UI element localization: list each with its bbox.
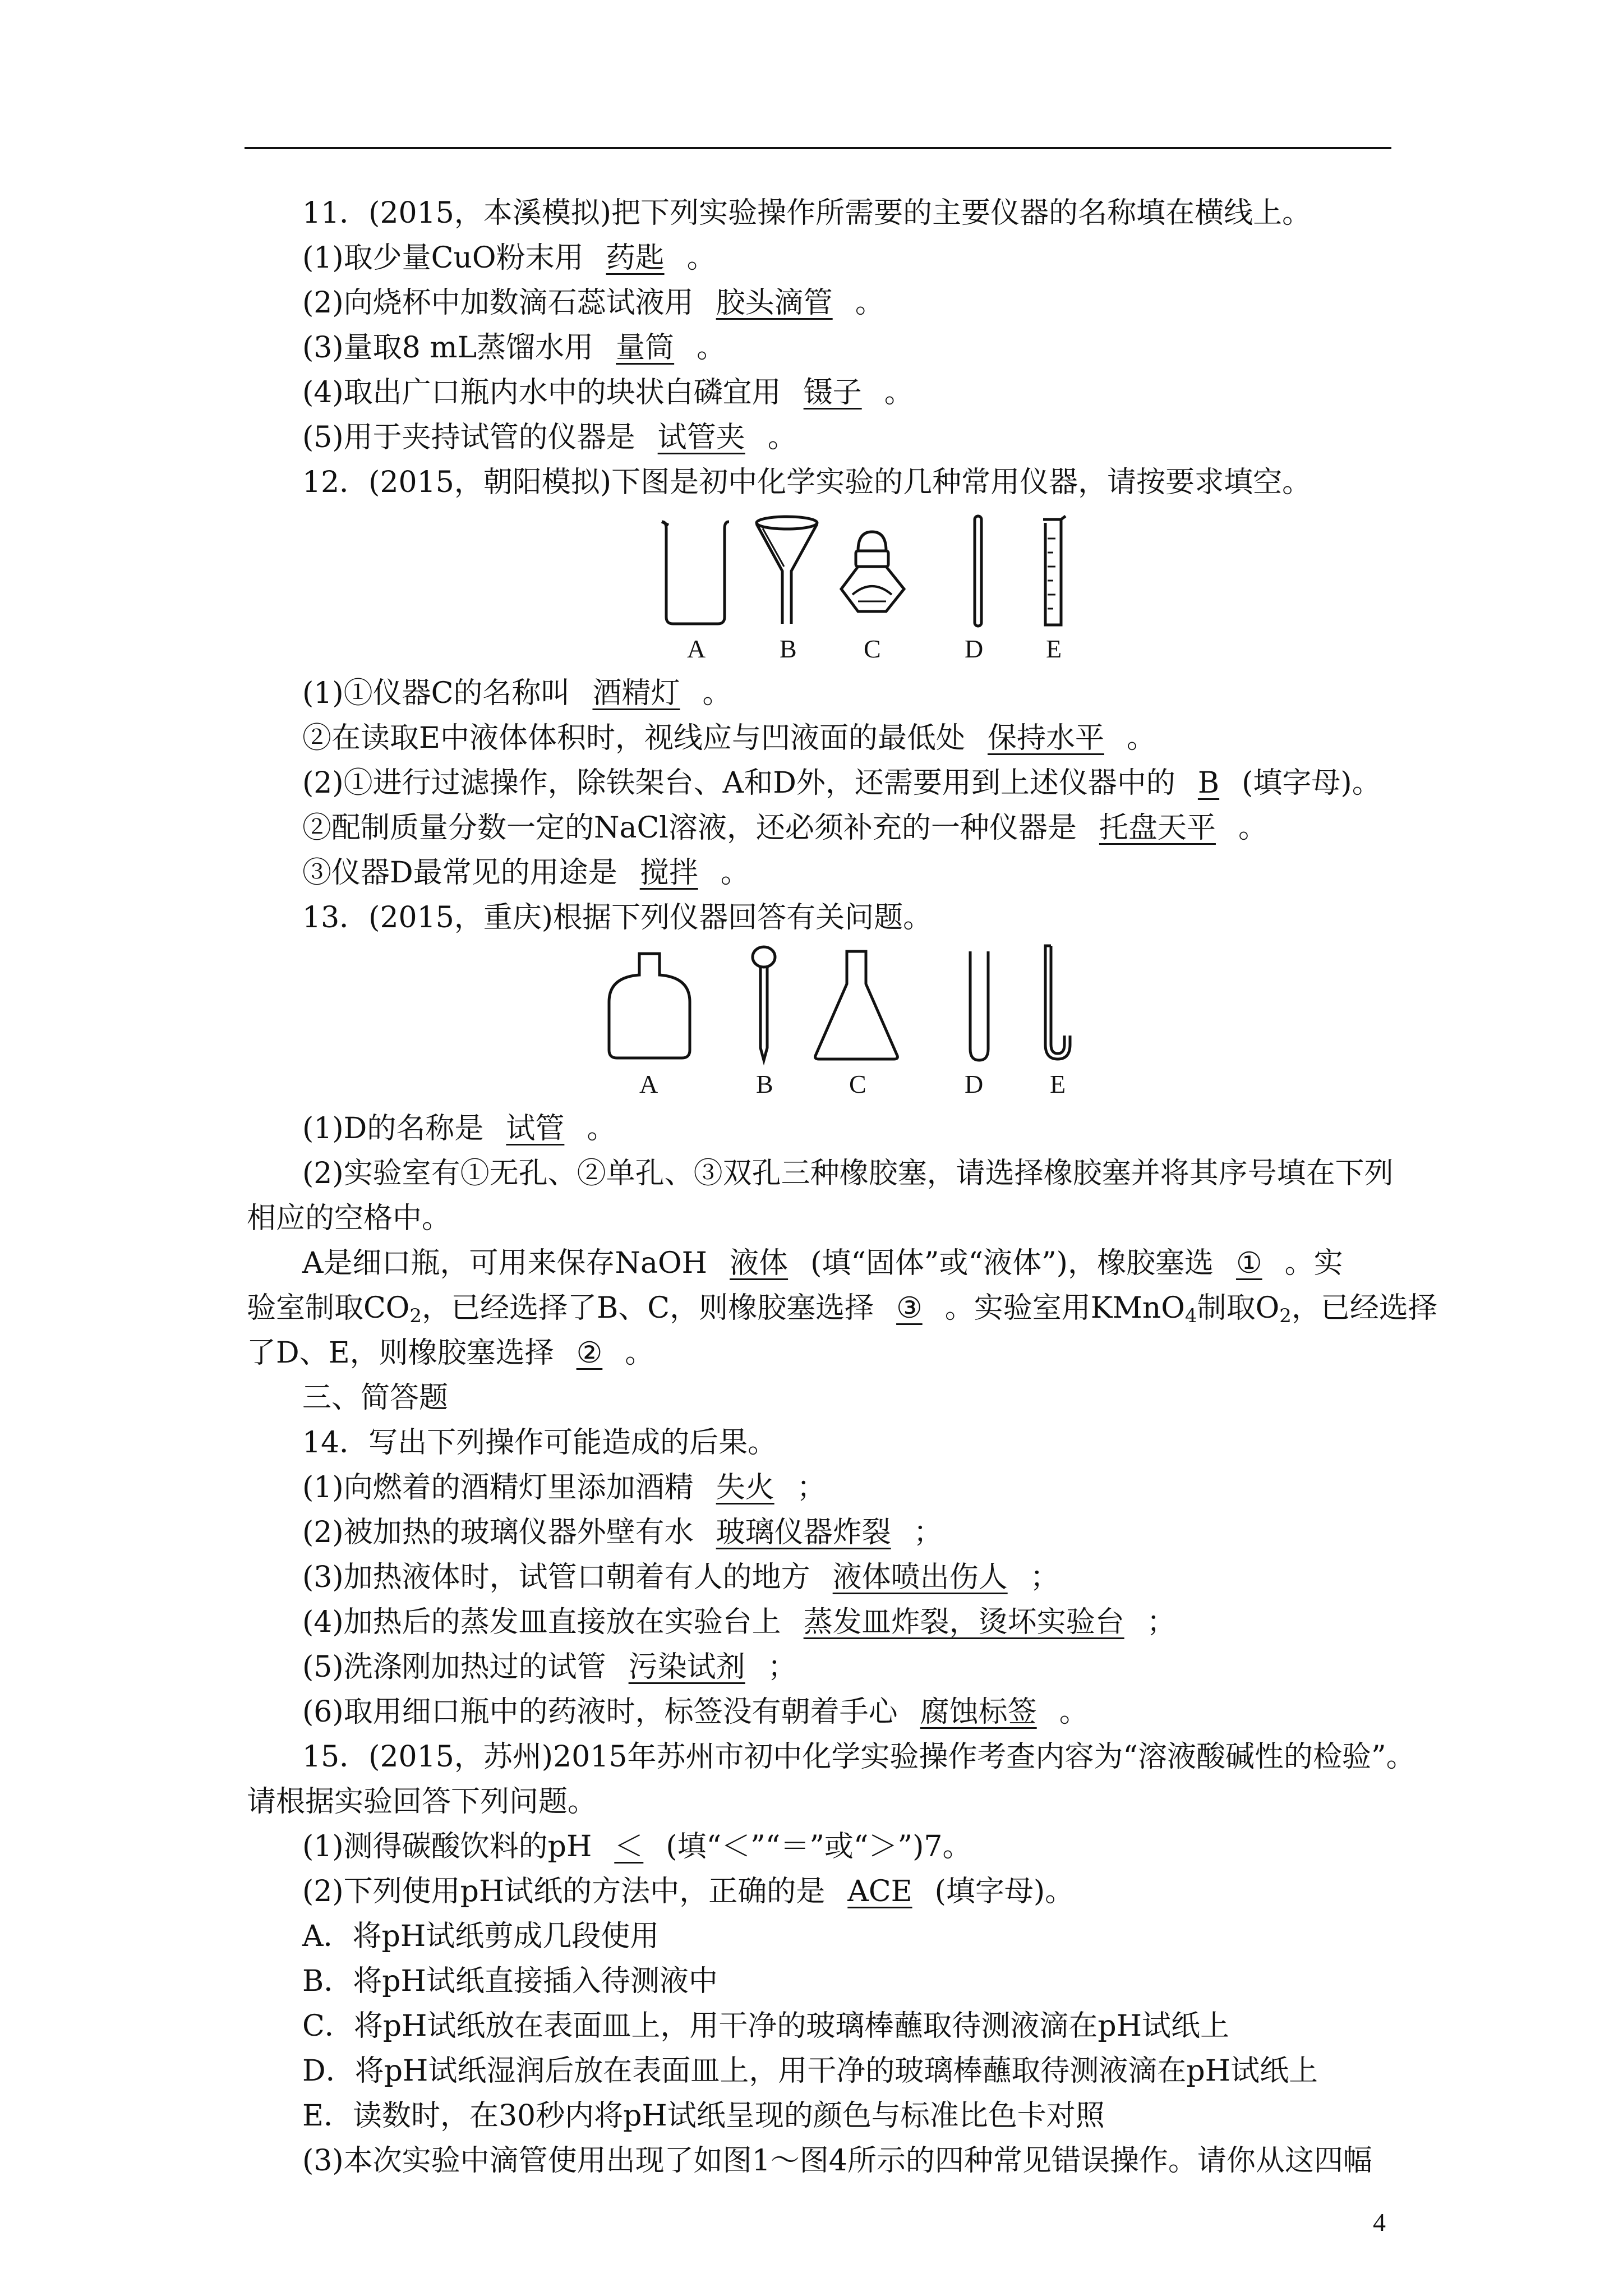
page-number: 4 xyxy=(1373,2208,1386,2237)
figure-label: C xyxy=(849,1070,866,1098)
answer-blank: 胶头滴管 xyxy=(716,286,833,320)
answer-blank: ACE xyxy=(847,1875,912,1908)
answer-blank: 药匙 xyxy=(606,241,665,275)
q11-item-4: (4)取出广口瓶内水中的块状白磷宜用 镊子 。 xyxy=(302,376,914,409)
q13-apparatus-figure xyxy=(247,940,1402,1069)
answer-blank: 托盘天平 xyxy=(1099,811,1216,845)
answer-blank: 酒精灯 xyxy=(592,677,680,710)
q13-para-1: A是细口瓶，可用来保存NaOH 液体 (填“固体”或“液体”)，橡胶塞选 ① 。实 xyxy=(302,1246,1343,1280)
q12-figure xyxy=(247,505,1402,634)
figure-label: D xyxy=(965,1070,984,1098)
q12-item-4: ②配制质量分数一定的NaCl溶液，还必须补充的一种仪器是 托盘天平 。 xyxy=(302,811,1267,845)
answer-blank: ＜ xyxy=(614,1830,644,1864)
q13-item-1: (1)D的名称是 试管 。 xyxy=(302,1112,616,1145)
q15-option-a: A．将pH试纸剪成几段使用 xyxy=(302,1920,660,1953)
answer-blank: B xyxy=(1197,766,1220,800)
q11-item-3: (3)量取8 mL蒸馏水用 量筒 。 xyxy=(302,331,726,365)
funnel-icon xyxy=(757,517,817,624)
q12-item-2: ②在读取E中液体体积时，视线应与凹液面的最低处 保持水平 。 xyxy=(302,721,1156,755)
q13-para-2: 验室制取$CO_2$，已经选择了B、C，则橡胶塞选择 ③ 。实验室用KMnO$_4$制取$O_2$，已经选择 xyxy=(247,1291,1437,1327)
q15-stem: 15．(2015，苏州)2015年苏州市初中化学实验操作考查内容为“溶液酸碱性的检验”。 xyxy=(302,1740,1415,1774)
reagent-bottle-icon xyxy=(609,954,690,1058)
q11-stem: 11．(2015，本溪模拟)把下列实验操作所需要的主要仪器的名称填在横线上。 xyxy=(302,196,1312,230)
answer-blank: 搅拌 xyxy=(639,856,698,890)
test-tube-icon xyxy=(970,951,988,1060)
q15-stem-cont: 请根据实验回答下列问题。 xyxy=(247,1785,597,1819)
answer-blank: 量筒 xyxy=(616,331,675,365)
answer-blank: 保持水平 xyxy=(987,721,1104,755)
thistle-funnel-icon xyxy=(753,947,775,1060)
q15-option-c: C．将pH试纸放在表面皿上，用干净的玻璃棒蘸取待测液滴在pH试纸上 xyxy=(302,2009,1230,2043)
figure-label: E xyxy=(1046,634,1062,663)
q11-item-5: (5)用于夹持试管的仪器是 试管夹 。 xyxy=(302,421,797,454)
bent-glass-tube-icon xyxy=(1045,946,1070,1059)
q15-item-3: (3)本次实验中滴管使用出现了如图1～图4所示的四种常见错误操作。请你从这四幅 xyxy=(302,2144,1372,2178)
q12-apparatus-figure xyxy=(247,505,1402,634)
q13-item-2-cont: 相应的空格中。 xyxy=(247,1202,451,1235)
q13-item-2: (2)实验室有①无孔、②单孔、③双孔三种橡胶塞，请选择橡胶塞并将其序号填在下列 xyxy=(302,1157,1394,1190)
answer-blank: 试管 xyxy=(506,1112,565,1145)
graduated-cylinder-icon xyxy=(1043,516,1066,625)
q14-item-6: (6)取用细口瓶中的药液时，标签没有朝着手心 腐蚀标签 。 xyxy=(302,1695,1089,1729)
answer-blank: ① xyxy=(1235,1246,1262,1280)
figure-label: E xyxy=(1050,1070,1066,1098)
q13-para-3: 了D、E，则橡胶塞选择 ② 。 xyxy=(247,1336,654,1370)
conical-flask-icon xyxy=(815,951,898,1059)
q14-item-5: (5)洗涤刚加热过的试管 污染试剂 ； xyxy=(302,1650,797,1684)
q14-item-2: (2)被加热的玻璃仪器外壁有水 玻璃仪器炸裂 ； xyxy=(302,1516,943,1549)
q14-item-4: (4)加热后的蒸发皿直接放在实验台上 蒸发皿炸裂，烫坏实验台 ； xyxy=(302,1605,1176,1639)
glass-rod-icon xyxy=(975,516,981,626)
figure-label: A xyxy=(687,634,706,663)
answer-blank: ② xyxy=(576,1336,603,1370)
q12-stem: 12．(2015，朝阳模拟)下图是初中化学实验的几种常用仪器，请按要求填空。 xyxy=(302,466,1312,499)
q12-item-1: (1)①仪器C的名称叫 酒精灯 。 xyxy=(302,677,732,710)
answer-blank: 液体 xyxy=(730,1246,789,1280)
answer-blank: ③ xyxy=(896,1291,923,1325)
answer-blank: 镊子 xyxy=(803,376,862,409)
figure-label: D xyxy=(965,634,984,663)
header-rule xyxy=(245,147,1391,149)
answer-blank: 污染试剂 xyxy=(628,1650,745,1684)
q11-item-2: (2)向烧杯中加数滴石蕊试液用 胶头滴管 。 xyxy=(302,286,884,320)
answer-blank: 失火 xyxy=(716,1471,774,1504)
figure-label: A xyxy=(639,1070,658,1098)
section-heading: 三、简答题 xyxy=(302,1381,449,1415)
q15-option-b: B．将pH试纸直接插入待测液中 xyxy=(302,1964,718,1998)
q13-figure xyxy=(247,940,1402,1069)
q14-stem: 14．写出下列操作可能造成的后果。 xyxy=(302,1426,777,1460)
q15-item-2: (2)下列使用pH试纸的方法中，正确的是 ACE (填字母)。 xyxy=(302,1875,1075,1908)
q12-item-3: (2)①进行过滤操作，除铁架台、A和D外，还需要用到上述仪器中的 B (填字母)。 xyxy=(302,766,1381,800)
answer-blank: 玻璃仪器炸裂 xyxy=(716,1516,891,1549)
q13-figure-labels xyxy=(247,1069,1402,1106)
q14-item-3: (3)加热液体时，试管口朝着有人的地方 液体喷出伤人 ； xyxy=(302,1561,1059,1594)
answer-blank: 液体喷出伤人 xyxy=(832,1561,1008,1594)
answer-blank: 蒸发皿炸裂，烫坏实验台 xyxy=(803,1605,1124,1639)
q15-option-e: E．读数时，在30秒内将pH试纸呈现的颜色与标准比色卡对照 xyxy=(302,2099,1105,2133)
q12-figure-labels xyxy=(247,634,1402,671)
answer-blank: 腐蚀标签 xyxy=(920,1695,1037,1729)
q15-item-1: (1)测得碳酸饮料的pH ＜ (填“＜”“＝”或“＞”)7。 xyxy=(302,1830,972,1864)
page-content xyxy=(247,191,1437,2183)
figure-label: B xyxy=(780,634,797,663)
q12-item-5: ③仪器D最常见的用途是 搅拌 。 xyxy=(302,856,750,890)
answer-blank: 试管夹 xyxy=(657,421,745,454)
q15-option-d: D．将pH试纸湿润后放在表面皿上，用干净的玻璃棒蘸取待测液滴在pH试纸上 xyxy=(302,2054,1318,2088)
beaker-icon xyxy=(662,522,729,624)
q14-item-1: (1)向燃着的酒精灯里添加酒精 失火 ； xyxy=(302,1471,826,1504)
q13-stem: 13．(2015，重庆)根据下列仪器回答有关问题。 xyxy=(302,901,933,935)
alcohol-lamp-icon xyxy=(841,532,904,611)
figure-label: B xyxy=(756,1070,773,1098)
figure-label: C xyxy=(864,634,881,663)
q11-item-1: (1)取少量CuO粉末用 药匙 。 xyxy=(302,241,716,275)
